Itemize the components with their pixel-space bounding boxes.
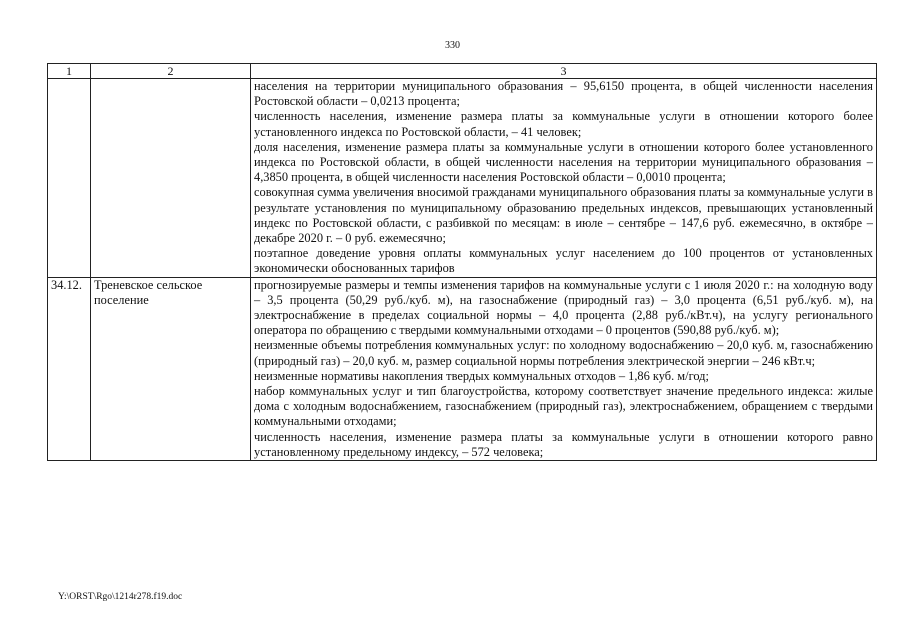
page-number: 330 [445, 40, 460, 51]
paragraph: неизменные объемы потребления коммунальных услуг: по холодному водоснабжению – 20,0 куб. м, газоснабжению (природный газ) – 20,0 куб. м, размер социальной нормы потребления электрической энергии – 246 кВт.ч; [254, 338, 873, 368]
paragraph: численность населения, изменение размера платы за коммунальные услуги в отношении которого более установленного индекса по Ростовской области, – 41 человек; [254, 109, 873, 139]
table-header-row [48, 64, 877, 79]
paragraph: численность населения, изменение размера платы за коммунальные услуги в отношении которого равно установленному предельному индексу, – 572 человека; [254, 429, 873, 459]
row-name: Треневское сельское поселение [91, 277, 251, 460]
header-col-2: 2 [91, 64, 251, 79]
paragraph: совокупная сумма увеличения вносимой гражданами муниципального образования платы за коммунальные услуги в результате установления по муниципальному образованию предельных индексов, превышающих установленный индекс по Ростовской области, с разбивкой по месяцам: в июле – сентябре – 147,6 руб. ежемесячно, в октябре – декабре 2020 г. – 0 руб. ежемесячно; [254, 185, 873, 246]
paragraph: прогнозируемые размеры и темпы изменения тарифов на коммунальные услуги с 1 июля 2020 г.: на холодную воду – 3,5 процента (50,29 руб./куб. м), на газоснабжение (природный газ) – 3,0 процента (6,51 руб./куб. м), на электроснабжение в пределах социальной нормы – 4,0 процента (2,88 руб./кВт.ч), на услугу регионального оператора по обращению с твердыми коммунальными отходами – 0 процентов (590,88 руб./куб. м); [254, 277, 873, 338]
paragraph: неизменные нормативы накопления твердых коммунальных отходов – 1,86 куб. м/год; [254, 368, 709, 383]
row-content [251, 277, 877, 460]
row-content [251, 79, 877, 278]
paragraph: поэтапное доведение уровня оплаты коммунальных услуг населением до 100 процентов от установленных экономически обоснованных тарифов [254, 246, 873, 276]
row-number: 34.12. [48, 277, 91, 460]
document-table [47, 63, 877, 461]
paragraph: набор коммунальных услуг и тип благоустройства, которому соответствует значение предельного индекса: жилые дома с холодным водоснабжением, газоснабжением (природный газ), электроснабжением, обращением с твердыми коммунальными отходами; [254, 384, 873, 429]
paragraph: доля населения, изменение размера платы за коммунальные услуги в отношении которого более установленного индекса по Ростовской области, в общей численности населения на территории муниципального образования – 4,3850 процента, в общей численности населения Ростовской области – 0,0010 процента; [254, 139, 873, 185]
header-col-1: 1 [48, 64, 91, 79]
file-path-footer: Y:\ORST\Rgo\1214r278.f19.doc [58, 592, 183, 602]
paragraph: населения на территории муниципального образования – 95,6150 процента, в общей численности населения Ростовской области – 0,0213 процента; [254, 79, 873, 109]
row-number [48, 79, 91, 278]
header-col-3: 3 [251, 64, 877, 79]
table-row [48, 277, 877, 460]
table-row [48, 79, 877, 278]
row-name [91, 79, 251, 278]
